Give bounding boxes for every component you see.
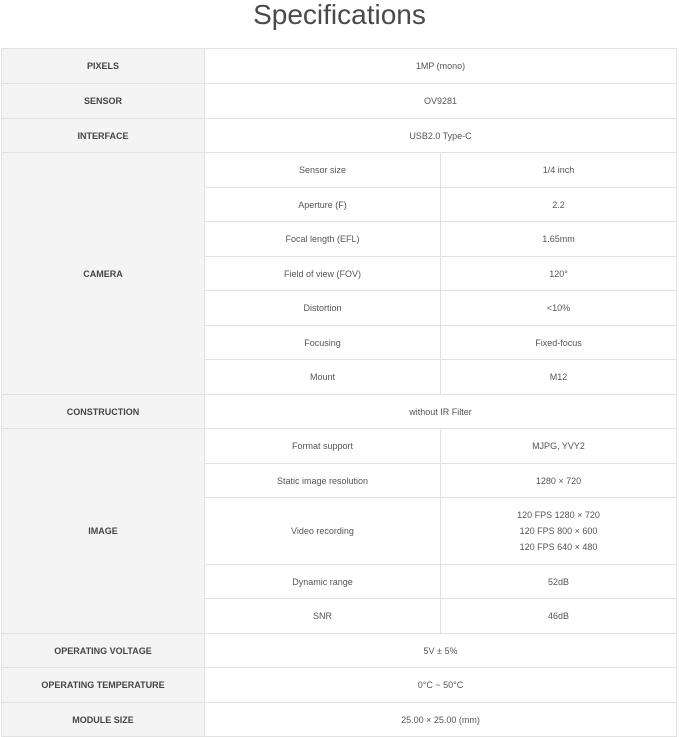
row-value-construction: without IR Filter <box>205 395 677 429</box>
video-recording-values <box>441 498 677 565</box>
image-item-name: Dynamic range <box>205 565 441 599</box>
image-item-name: SNR <box>205 599 441 634</box>
row-value-pixels: 1MP (mono) <box>205 49 677 84</box>
row-label-construction: CONSTRUCTION <box>2 395 205 429</box>
camera-item-name: Focusing <box>205 326 441 360</box>
image-item-name: Format support <box>205 429 441 464</box>
row-value-operating-temperature: 0°C ~ 50°C <box>205 668 677 703</box>
row-label-pixels: PIXELS <box>2 49 205 84</box>
row-value-operating-voltage: 5V ± 5% <box>205 634 677 668</box>
row-label-module-size: MODULE SIZE <box>2 703 205 737</box>
image-item-name: Static image resolution <box>205 464 441 498</box>
image-item-value: 46dB <box>441 599 677 634</box>
table-row <box>2 395 677 429</box>
table-row <box>2 153 677 188</box>
camera-item-value: <10% <box>441 291 677 326</box>
row-label-sensor: SENSOR <box>2 84 205 119</box>
camera-item-name: Focal length (EFL) <box>205 222 441 257</box>
image-item-value: MJPG, YVY2 <box>441 429 677 464</box>
camera-item-value: Fixed-focus <box>441 326 677 360</box>
camera-item-value: M12 <box>441 360 677 395</box>
table-row <box>2 84 677 119</box>
camera-item-name: Sensor size <box>205 153 441 188</box>
image-item-value: 1280 × 720 <box>441 464 677 498</box>
video-mode: 120 FPS 800 × 600 <box>519 526 598 536</box>
row-value-sensor: OV9281 <box>205 84 677 119</box>
camera-item-value: 1.65mm <box>441 222 677 257</box>
table-row <box>2 119 677 153</box>
camera-item-name: Mount <box>205 360 441 395</box>
image-item-value: 52dB <box>441 565 677 599</box>
page-title: Specifications <box>253 0 426 30</box>
row-label-operating-voltage: OPERATING VOLTAGE <box>2 634 205 668</box>
video-mode: 120 FPS 640 × 480 <box>519 542 598 552</box>
camera-item-name: Distortion <box>205 291 441 326</box>
row-value-module-size: 25.00 × 25.00 (mm) <box>205 703 677 737</box>
row-label-operating-temperature: OPERATING TEMPERATURE <box>2 668 205 703</box>
table-row <box>2 703 677 737</box>
camera-item-value: 1/4 inch <box>441 153 677 188</box>
camera-item-value: 2.2 <box>441 188 677 222</box>
camera-item-name: Field of view (FOV) <box>205 257 441 291</box>
video-mode: 120 FPS 1280 × 720 <box>517 510 600 520</box>
image-item-name: Video recording <box>205 498 441 565</box>
table-row <box>2 634 677 668</box>
row-label-camera: CAMERA <box>2 153 205 395</box>
camera-item-name: Aperture (F) <box>205 188 441 222</box>
camera-item-value: 120° <box>441 257 677 291</box>
table-row <box>2 429 677 464</box>
table-row <box>2 49 677 84</box>
row-value-interface: USB2.0 Type-C <box>205 119 677 153</box>
row-label-interface: INTERFACE <box>2 119 205 153</box>
specifications-table <box>1 48 677 737</box>
table-row <box>2 668 677 703</box>
row-label-image: IMAGE <box>2 429 205 634</box>
